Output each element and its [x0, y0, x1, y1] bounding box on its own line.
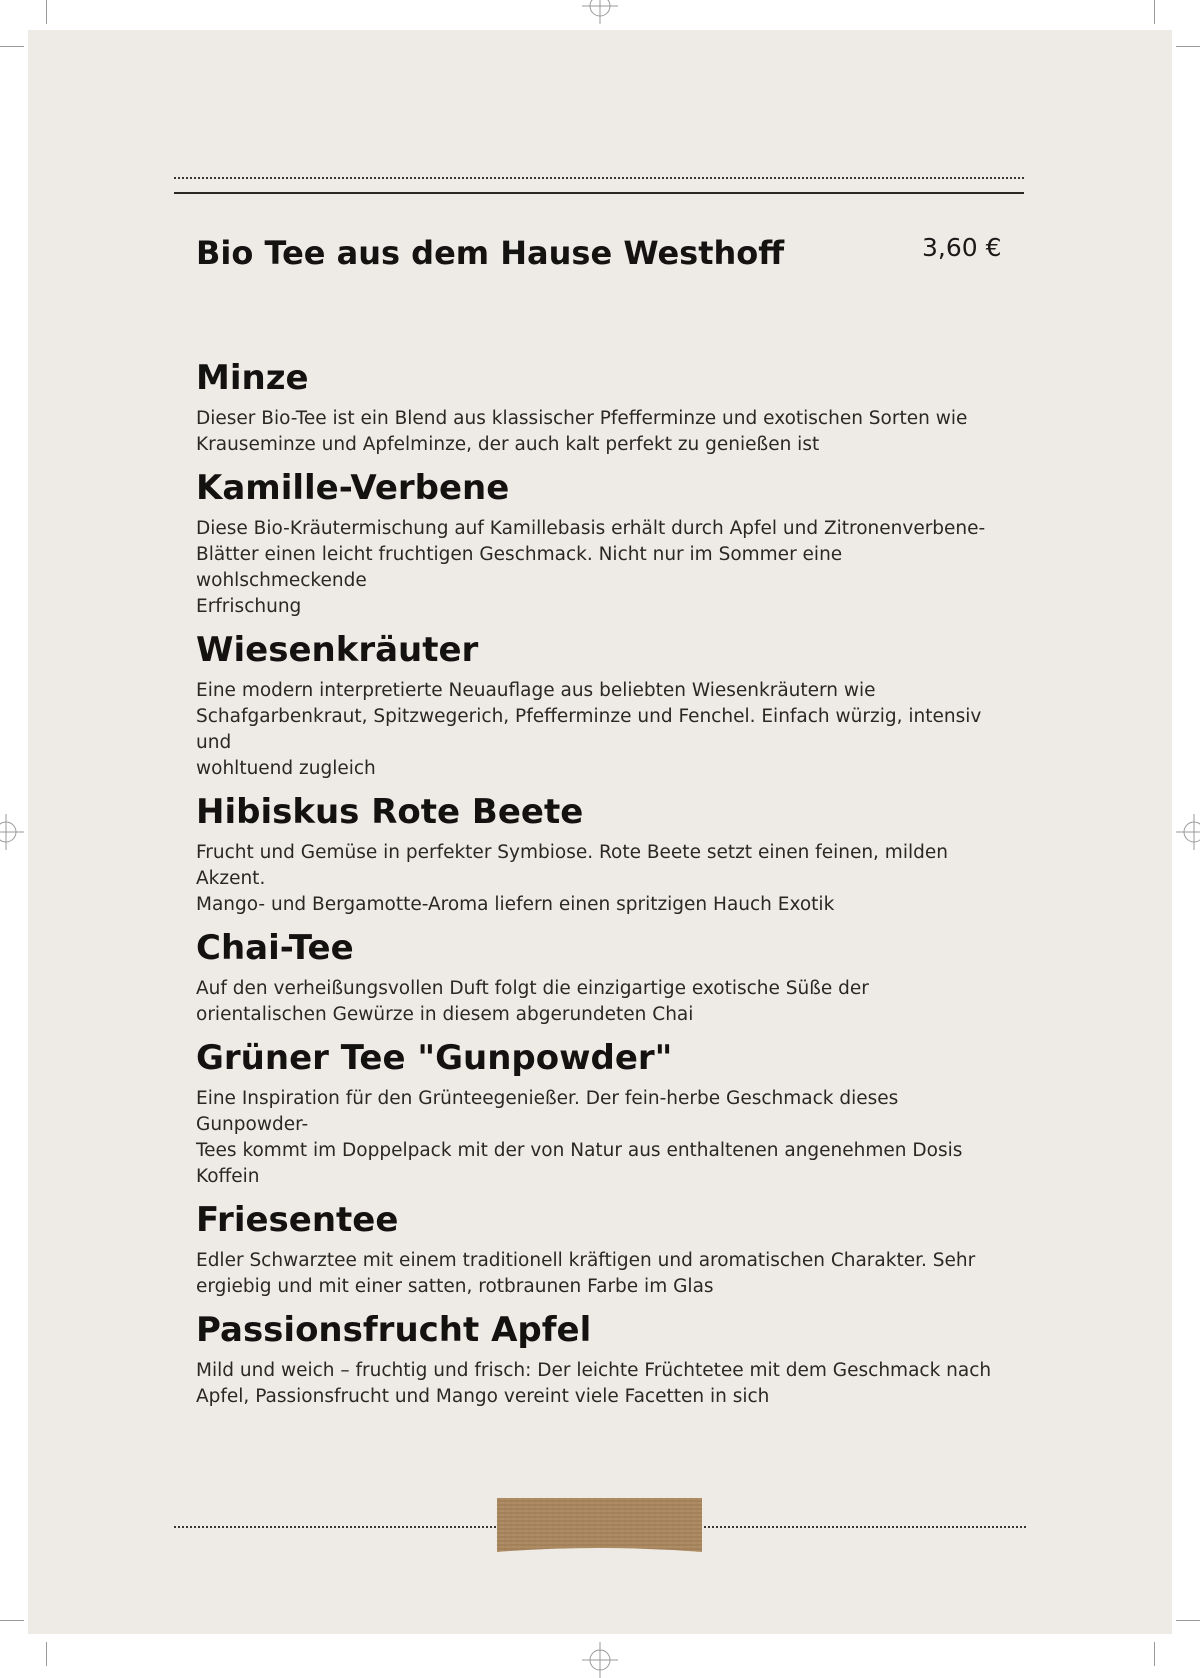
top-solid-divider [174, 192, 1024, 194]
list-item [196, 928, 1016, 1028]
item-description: Auf den verheißungsvollen Duft folgt die einzigartige exotische Süße der orientalischen Gewürze in diesem abgerundeten Chai [196, 978, 869, 1025]
registration-mark-right [1176, 814, 1200, 850]
item-description: Mild und weich – fruchtig und frisch: Der leichte Früchtetee mit dem Geschmack nach Apfel, Passionsfrucht und Mango vereint viele Facetten in sich [196, 1360, 992, 1407]
list-item [196, 1200, 1016, 1300]
registration-mark-bottom [582, 1642, 618, 1678]
list-item [196, 1038, 1016, 1190]
crop-mark-top-right [1176, 46, 1200, 47]
menu-title: Bio Tee aus dem Hause Westhoff [196, 234, 785, 272]
menu-price: 3,60 € [922, 233, 1002, 262]
list-item [196, 358, 1016, 458]
item-name: Hibiskus Rote Beete [196, 792, 584, 832]
crop-mark-bottom-right [1176, 1620, 1200, 1621]
item-name: Kamille-Verbene [196, 468, 510, 508]
tea-list [196, 358, 1016, 1420]
list-item [196, 630, 1016, 782]
crop-mark-top-left [0, 46, 24, 47]
bottom-dotted-divider-left [174, 1526, 496, 1528]
list-item [196, 792, 1016, 918]
item-name: Chai-Tee [196, 928, 354, 968]
top-dotted-divider [174, 177, 1024, 179]
bottom-dotted-divider-right [704, 1526, 1026, 1528]
registration-mark-left [0, 814, 24, 850]
item-name: Friesentee [196, 1200, 399, 1240]
item-description: Dieser Bio-Tee ist ein Blend aus klassischer Pfefferminze und exotischen Sorten wie Krauseminze und Apfelminze, der auch kalt perfekt zu genießen ist [196, 408, 968, 455]
item-description: Eine Inspiration für den Grünteegenießer. Der fein-herbe Geschmack dieses Gunpowder- Tees kommt im Doppelpack mit der von Natur aus enthaltenen angenehmen Dosis Koffein [196, 1088, 963, 1187]
item-name: Passionsfrucht Apfel [196, 1310, 592, 1350]
crop-mark-bottom-left [0, 1620, 24, 1621]
item-description: Eine modern interpretierte Neuauflage aus beliebten Wiesenkräutern wie Schafgarbenkraut, Spitzwegerich, Pfefferminze und Fenchel. Einfach würzig, intensiv und wohltuend zugleich [196, 680, 982, 779]
item-description: Diese Bio-Kräutermischung auf Kamillebasis erhält durch Apfel und Zitronenverbene- Blätter einen leicht fruchtigen Geschmack. Nicht nur im Sommer eine wohlschmeckende Erfrischung [196, 518, 986, 617]
list-item [196, 1310, 1016, 1410]
item-description: Frucht und Gemüse in perfekter Symbiose. Rote Beete setzt einen feinen, milden Akzent. Mango- und Bergamotte-Aroma liefern einen spritzigen Hauch Exotik [196, 842, 948, 915]
item-name: Minze [196, 358, 309, 398]
crop-mark-right-bottom [1154, 1642, 1155, 1666]
item-name: Wiesenkräuter [196, 630, 479, 670]
list-item [196, 468, 1016, 620]
wood-texture-tab [497, 1498, 702, 1554]
crop-mark-left-top [46, 0, 47, 24]
crop-mark-left-bottom [46, 1642, 47, 1666]
registration-mark-top [582, 0, 618, 24]
item-name: Grüner Tee "Gunpowder" [196, 1038, 673, 1078]
crop-mark-right-top [1154, 0, 1155, 24]
item-description: Edler Schwarztee mit einem traditionell kräftigen und aromatischen Charakter. Sehr ergiebig und mit einer satten, rotbraunen Farbe im Glas [196, 1250, 976, 1297]
